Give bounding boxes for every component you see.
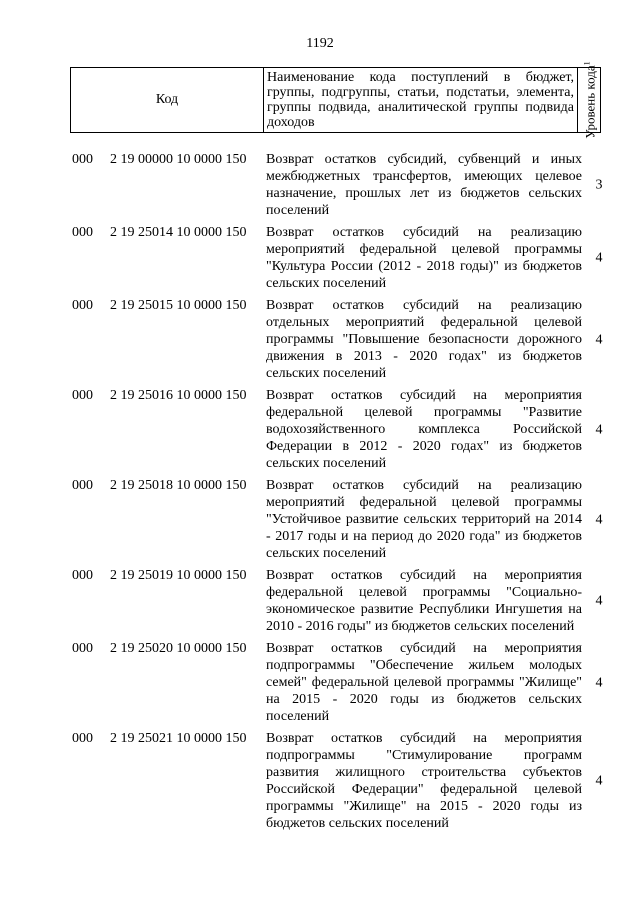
table-row bbox=[0, 567, 640, 635]
revenue-name: Возврат остатков субсидий на реализацию мероприятий федеральной целевой программы "Устойчивое развитие сельских территорий на 2014 - 2017 годы и на период до 2020 года" из бюджетов сельских поселений bbox=[266, 478, 582, 561]
revenue-name: Возврат остатков субсидий на мероприятия подпрограммы "Стимулирование программ развития жилищного строительства субъектов Российской Федерации" федеральной целевой программы "Жилище" на 2015 - 2020 годы из бюджетов сельских поселений bbox=[266, 731, 582, 831]
admin-code: 000 bbox=[72, 298, 93, 313]
code-level: 4 bbox=[595, 422, 603, 437]
revenue-code: 2 19 25015 10 0000 150 bbox=[110, 298, 247, 313]
revenue-code: 2 19 25021 10 0000 150 bbox=[110, 731, 247, 746]
revenue-name: Возврат остатков субсидий на реализацию мероприятий федеральной целевой программы "Культура России (2012 - 2018 годы)" из бюджетов сельских поселений bbox=[266, 225, 582, 291]
code-level: 4 bbox=[595, 593, 603, 609]
table-row bbox=[0, 640, 640, 725]
revenue-code: 2 19 25016 10 0000 150 bbox=[110, 388, 247, 403]
table-row bbox=[0, 224, 640, 292]
code-level: 4 bbox=[595, 773, 603, 789]
header-name: Наименование кода поступлений в бюджет, группы, подгруппы, статьи, подстатьи, элемента, группы подвида, аналитической группы подвида доходов bbox=[264, 68, 578, 132]
revenue-name: Возврат остатков субсидий на мероприятия подпрограммы "Обеспечение жильем молодых семей" федеральной целевой программы "Жилище" на 2015 - 2020 годы из бюджетов сельских поселений bbox=[266, 641, 582, 724]
revenue-code: 2 19 25018 10 0000 150 bbox=[110, 478, 247, 493]
page-number: 1192 bbox=[306, 36, 334, 51]
admin-code: 000 bbox=[72, 225, 93, 240]
table-row bbox=[0, 730, 640, 832]
revenue-code: 2 19 25020 10 0000 150 bbox=[110, 641, 247, 656]
revenue-code: 2 19 25019 10 0000 150 bbox=[110, 568, 247, 583]
table-row bbox=[0, 151, 640, 219]
revenue-name: Возврат остатков субсидий на мероприятия федеральной целевой программы "Развитие водохозяйственного комплекса Российской Федерации в 2012 - 2020 годах" из бюджетов сельских поселений bbox=[266, 388, 582, 471]
header-level-text: Уровень кода bbox=[582, 65, 598, 139]
code-level: 4 bbox=[595, 675, 603, 690]
revenue-name: Возврат остатков субсидий, субвенций и иных межбюджетных трансфертов, имеющих целевое назначение, прошлых лет из бюджетов сельских поселений bbox=[266, 152, 582, 218]
header-level-footnote: 1 bbox=[582, 61, 592, 66]
header-level bbox=[578, 61, 600, 139]
revenue-code: 2 19 25014 10 0000 150 bbox=[110, 225, 247, 240]
revenue-name: Возврат остатков субсидий на реализацию отдельных мероприятий федеральной целевой программы "Повышение безопасности дорожного движения в 2013 - 2020 годах" из бюджетов сельских поселений bbox=[266, 298, 582, 381]
code-level: 3 bbox=[595, 177, 603, 193]
admin-code: 000 bbox=[72, 641, 93, 656]
revenue-name: Возврат остатков субсидий на мероприятия федеральной целевой программы "Социально-экономическое развитие Республики Ингушетия на 2010 - 2016 годы" из бюджетов сельских поселений bbox=[266, 568, 582, 634]
header-level-label bbox=[581, 61, 596, 138]
admin-code: 000 bbox=[72, 152, 93, 167]
revenue-code: 2 19 00000 10 0000 150 bbox=[110, 152, 247, 167]
code-level: 4 bbox=[595, 250, 603, 266]
table-row bbox=[0, 387, 640, 472]
table-body bbox=[0, 151, 640, 832]
admin-code: 000 bbox=[72, 568, 93, 583]
header-code: Код bbox=[71, 68, 264, 132]
admin-code: 000 bbox=[72, 478, 93, 493]
table-header bbox=[70, 61, 601, 139]
code-level: 4 bbox=[595, 332, 603, 347]
admin-code: 000 bbox=[72, 731, 93, 746]
table-row bbox=[0, 297, 640, 382]
code-level: 4 bbox=[595, 512, 603, 527]
table-row bbox=[0, 477, 640, 562]
admin-code: 000 bbox=[72, 388, 93, 403]
